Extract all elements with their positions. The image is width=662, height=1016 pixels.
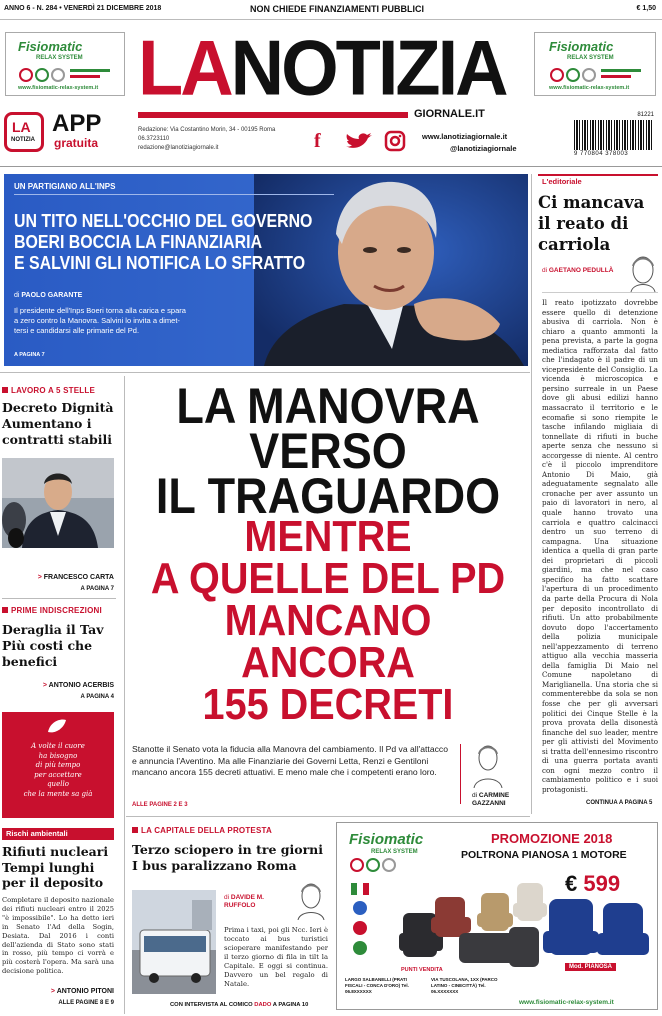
lead-summary-line: Il presidente dell'Inps Boeri torna alla carica e spara [14,306,186,315]
ad-model: Mod. PIANOSA [565,963,616,971]
ad-promo: PROMOZIONE 2018 [491,831,613,846]
ad-sub: RELAX SYSTEM [371,849,418,855]
byline-prefix: di [472,792,478,799]
protest-tag: LA CAPITALE DELLA PROTESTA [132,826,272,835]
editorial-tag: L'editoriale [538,174,658,186]
left3-author: > ANTONIO PITONI [51,988,114,995]
site-name: GIORNALE.IT [414,108,485,120]
ad-product: POLTRONA PIANOSA 1 MOTORE [461,849,627,861]
twitter-icon[interactable] [344,132,374,152]
ad-store-right: VIA TUSCOLANA, 1XX (PARCO LATINO - CINECITTÀ) Tel. 06.XXXXXXX [431,977,498,994]
main-page[interactable]: ALLE PAGINE 2 E 3 [132,802,188,808]
editorial-byline [542,266,622,275]
lead-byline [14,292,82,299]
phone: 06.3723110 [138,136,170,142]
author-sketch-ruffolo [296,880,326,920]
quote-line: di più tempo [35,761,81,769]
ad-sub: RELAX SYSTEM [567,55,614,61]
left3-tag: Rischi ambientali [2,828,114,840]
ad-store: PUNTI VENDITA [401,967,443,973]
ad-brand: Fisiomatic [18,39,83,54]
editorial-rule [542,292,658,293]
issue-info: ANNO 6 - N. 284 • VENERDÌ 21 DICEMBRE 2018 [4,5,162,12]
editorial-author: GAETANO PEDULLÀ [548,267,614,274]
website[interactable]: www.lanotiziagiornale.it [422,132,508,141]
left2-title[interactable]: Deraglia il Tav Più costi che benefici [2,622,104,669]
protest-story[interactable] [130,822,330,1012]
ad-fisiomatic-left[interactable] [5,32,125,96]
ad-currency: € [565,871,578,896]
lead-kicker: UN PARTIGIANO ALL'INPS [14,182,116,191]
ad-brand: Fisiomatic [349,831,424,848]
app-logo-sub: NOTIZIA [11,137,35,143]
main-headline[interactable] [130,380,526,734]
footer-name: DADO [254,1002,272,1008]
ad-brand: Fisiomatic [549,39,614,54]
quote-line: ha bisogno [38,751,78,760]
address-block [138,126,275,153]
author-sketch-pedulla [628,252,658,292]
main-headline-line: MENTRE [244,512,412,561]
left2-page[interactable]: A PAGINA 4 [80,694,114,700]
barcode [572,112,656,160]
lead-summary [14,306,186,336]
masthead [138,23,526,120]
footer-post: A PAGINA 10 [272,1002,309,1008]
main-headline-line: IL TRAGUARDO [155,468,501,524]
quote-text [2,742,114,799]
protest-title: Terzo sciopero in tre giorni I bus paralizzano Roma [132,842,323,873]
app-subtitle: gratuita [54,136,99,150]
editorial-title: Ci mancava il reato di carriola [538,193,645,254]
ad-url: www.fisiomatic-relax-system.it [549,85,630,91]
lead-summary-line: a zero contro la Manovra. Salvini lo invita a dimet- [14,316,180,325]
photo-di-maio [2,458,114,548]
ad-url: www.fisiomatic-relax-system.it [18,85,99,91]
editorial-more[interactable]: CONTINUA A PAGINA 5 [586,800,653,806]
editorial [538,174,658,814]
barcode-top: 81221 [637,112,654,118]
quote-line: A volte il cuore [31,742,85,750]
byline-prefix: di [14,292,20,299]
price: € 1,50 [636,5,656,12]
lead-headline-line: UN TITO NELL'OCCHIO DEL GOVERNO [14,210,313,231]
lead-headline-line: BOERI BOCCIA LA FINANZIARIA [14,231,263,252]
protest-byline [224,894,294,910]
italy-flag-icon [351,883,369,895]
wheelchair-icon [349,857,429,873]
left1-author: > FRANCESCO CARTA [38,574,114,581]
left3-page[interactable]: ALLE PAGINE 8 E 9 [58,1000,114,1006]
ad-badges [347,883,397,953]
left3-text: Completare il deposito nazionale dei rifiuti nucleari entro il 2025 "è impossibile". Lo ha detto ieri in Senato l'Ad della Sogin, Desiata. Dal 2016 i conti dell'azienda di Stato sono stati in rosso, più tempo ci vorrà e più costerà l'opera. Ma sarà una decisione politica. [2,896,114,976]
slogan: NON CHIEDE FINANZIAMENTI PUBBLICI [250,4,424,14]
logo-notizia: NOTIZIA [230,23,506,112]
main-headline-line: LA MANOVRA [176,378,480,434]
protest-footer[interactable] [170,1002,308,1008]
badge-icon [353,921,367,935]
lead-rule [14,194,334,195]
author-sketch-gazzanni [472,742,504,788]
byline-divider [460,744,461,804]
editorial-text: Il reato ipotizzato dovrebbe essere quello di detenzione abusiva di carriola. Non è chiaro a quanto ammonti la pena prevista, a parte la gogna mediatica rafforzata dal fatto che l'indagato è il padre di un vicepresidente del Consiglio. La vicenda è microscopica e persino surreale in un Paese dove gli abusi edilizi hanno massacrato il territorio e le ecomafie si sono riempite le tasche infilando migliaia di tonnellate di rifiuti in buche aperte senza che nessuno si accorgesse di niente. Al centro c'è il piccolo imprenditore Antonio Di Maio, già adeguatamente segnalato alle cronache per aver assunto un paio di lavoratori in nero, al quale hanno trovato una carriola e quattro calcinacci dentro un suo terreno di campagna. Una situazione identica a quella di gran parte dei proprietari di piccoli giardini, ma che nel caso specifico ha fatto scattare l'apertura di un procedimento da parte della Procura di Nola per deposito incontrollato di rifiuti. Un atto probabilmente dovuto dopo l'accertamento della polizia municipale nell'appezzamento di terreno attiguo alla vecchia masseria della famiglia Di Maio nel Comune napoletano di Mariglianella. Una storia che si commenterebbe da sola se non fosse che per gli avversari politici dei Cinque Stelle è la prova provata della disonestà finanche del suo leader, mentre per gli attivisti del Movimento si tratta dell'ennesimo riscontro di una guerra portata avanti con ogni mezzo contro il cambiamento politico e i suoi protagonisti. [542,298,658,794]
main-headline-black [130,378,526,524]
badge-icon [353,901,367,915]
left2-tag: PRIME INDISCREZIONI [2,606,102,615]
quote-box [2,712,114,818]
main-headline-line: MANCANO [224,596,432,645]
left1-page[interactable]: A PAGINA 7 [80,586,114,592]
app-badge[interactable] [4,112,114,158]
footer-pre: CON INTERVISTA AL COMICO [170,1002,253,1008]
left2-author: > ANTONIO ACERBIS [43,682,114,689]
lead-page[interactable]: A PAGINA 7 [14,352,45,358]
lead-headline-line: E SALVINI GLI NOTIFICA LO SFRATTO [14,252,306,273]
main-headline-red [130,512,526,729]
wheelchair-icon [547,63,647,83]
left1-tag: LAVORO A 5 STELLE [2,386,95,395]
quote-line: quello [47,780,69,788]
ad-sub: RELAX SYSTEM [36,55,83,61]
ad-price-value: 599 [583,871,621,896]
photo-bus [132,890,216,994]
ad-fisiomatic-right[interactable] [534,32,656,96]
lead-headline [14,210,312,273]
main-headline-line: 155 DECRETI [202,680,454,729]
app-logo [4,112,44,152]
armchairs-image [399,883,655,973]
leaf-icon [46,718,68,734]
byline-author: PAOLO GARANTE [21,292,83,299]
instagram-icon[interactable] [384,130,406,152]
byline-prefix: di [224,894,230,901]
barcode-num: 9 770804 378003 [574,151,629,157]
lead-story[interactable] [4,174,528,366]
ad-url[interactable]: www.fisiomatic-relax-system.it [519,999,614,1006]
email[interactable]: redazione@lanotiziagiornale.it [138,145,219,151]
main-headline-line: VERSO [249,423,407,479]
column-divider [531,174,532,814]
masthead-logo [138,23,506,112]
badge-icon [353,941,367,955]
quote-line: che la mente sa già [23,789,93,798]
protest-author: DAVIDE M. RUFFOLO [224,894,264,909]
main-byline [472,792,532,808]
byline-prefix: di [542,267,548,274]
ad-fisiomatic-promo[interactable] [336,822,658,1010]
main-author: CARMINE GAZZANNI [472,792,510,807]
ad-store-left: LARGO SALBANELLI (PRATI FISCALI - CONCA D'ORO) Tel. 06.8XXXXXX [345,977,409,994]
column-divider [124,376,125,1014]
quote-line: per accettare [34,770,82,779]
facebook-icon[interactable]: f [314,130,321,152]
wheelchair-icon [16,63,116,83]
left3-title[interactable]: Rifiuti nucleari Tempi lunghi per il deposito [2,844,109,890]
address-line: Redazione: Via Costantino Morin, 34 - 00195 Roma [138,127,276,133]
protest-text: Prima i taxi, poi gli Ncc. Ieri è toccato ai bus turistici scioperare manifestando per il terzo giorno di fila in tilt la Capitale. E oggi si continua. Davvero un bel regalo di Natale. [224,926,328,988]
barcode-bars [574,120,654,150]
lead-summary-line: tersi e candidarsi alle primarie del Pd. [14,326,140,335]
top-bar [0,0,662,20]
left1-title[interactable]: Decreto Dignità Aumentano i contratti stabili [2,400,114,447]
logo-underline [138,112,408,118]
left-column [0,376,122,1016]
main-headline-line: ANCORA [241,638,415,687]
main-text: Stanotte il Senato vota la fiducia alla Manovra del cambiamento. Il Pd va all'attacco e annuncia l'Aventino. Ma alle Finanziarie dei Governi Letta, Renzi e Gentiloni mancano ancora 155 decreti attuativi. E meno male che i competenti erano loro. [132,744,448,777]
main-headline-line: A QUELLE DEL PD [150,554,506,603]
app-title: APP [52,110,102,137]
logo-la: LA [138,23,231,112]
social-handle[interactable]: @lanotiziagiornale [450,144,517,153]
app-logo-la: LA [12,119,31,135]
